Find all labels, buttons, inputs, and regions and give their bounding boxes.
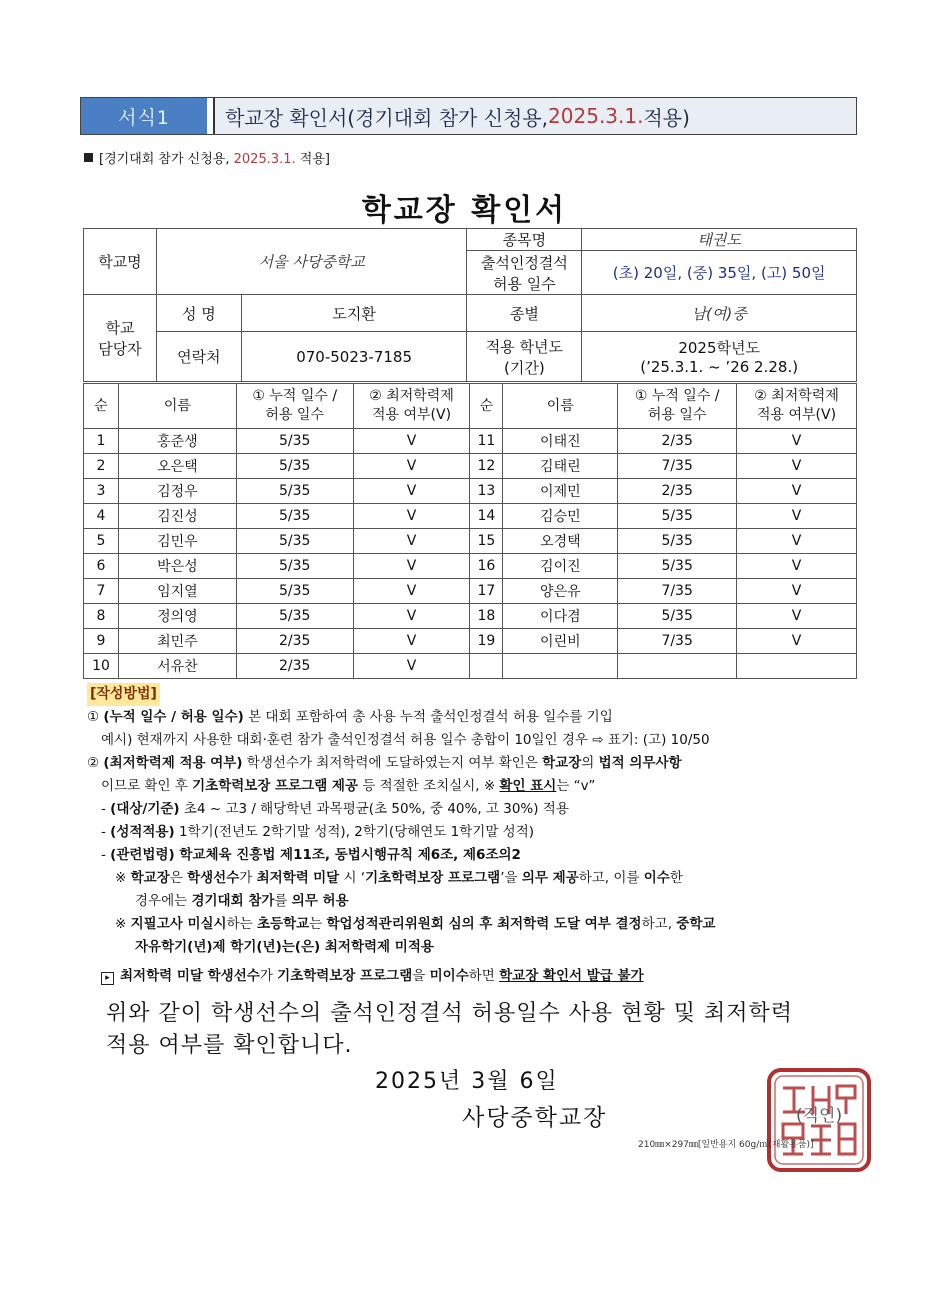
row-days: 5/35 bbox=[236, 429, 353, 454]
roster-table bbox=[83, 383, 857, 679]
col-name: 이름 bbox=[503, 384, 618, 429]
row-days: 5/35 bbox=[236, 479, 353, 504]
school-label: 학교명 bbox=[84, 229, 157, 295]
table-row bbox=[84, 479, 857, 504]
name-label: 성 명 bbox=[156, 295, 241, 332]
row-name: 정의영 bbox=[118, 604, 236, 629]
row-no: 2 bbox=[84, 454, 119, 479]
col-no: 순 bbox=[84, 384, 119, 429]
row-check: V bbox=[737, 454, 857, 479]
row-check: V bbox=[737, 429, 857, 454]
row-no: 17 bbox=[470, 579, 503, 604]
row-name: 이태진 bbox=[503, 429, 618, 454]
row-name: 오경택 bbox=[503, 529, 618, 554]
row-check: V bbox=[737, 554, 857, 579]
row-no: 11 bbox=[470, 429, 503, 454]
paper-spec: 210㎜×297㎜[일반용지 60g/㎡(재활용품)] bbox=[638, 1140, 814, 1150]
table-row bbox=[84, 529, 857, 554]
contact-value: 070-5023-7185 bbox=[241, 332, 467, 382]
row-days: 2/35 bbox=[236, 629, 353, 654]
row-days: 5/35 bbox=[236, 554, 353, 579]
row-check: V bbox=[737, 479, 857, 504]
row-name: 김진성 bbox=[118, 504, 236, 529]
row-days: 5/35 bbox=[236, 579, 353, 604]
row-name: 이린비 bbox=[503, 629, 618, 654]
subheader: [경기대회 참가 신청용, 2025.3.1. 적용] bbox=[84, 148, 330, 167]
absence-label: 출석인정결석 허용 일수 bbox=[467, 251, 582, 295]
row-days: 5/35 bbox=[236, 604, 353, 629]
row-check: V bbox=[353, 504, 470, 529]
signer: 사당중학교장 bbox=[462, 1105, 608, 1131]
row-name: 김승민 bbox=[503, 504, 618, 529]
col-min: ② 최저학력제 적용 여부(V) bbox=[737, 384, 857, 429]
row-check: V bbox=[353, 604, 470, 629]
row-name: 김이진 bbox=[503, 554, 618, 579]
row-days: 5/35 bbox=[236, 504, 353, 529]
col-days: ① 누적 일수 / 허용 일수 bbox=[618, 384, 737, 429]
contact-label: 연락처 bbox=[156, 332, 241, 382]
row-no: 19 bbox=[470, 629, 503, 654]
table-row bbox=[84, 554, 857, 579]
table-row bbox=[84, 654, 857, 679]
row-no: 6 bbox=[84, 554, 119, 579]
row-no: 9 bbox=[84, 629, 119, 654]
col-name: 이름 bbox=[118, 384, 236, 429]
row-days bbox=[618, 654, 737, 679]
school-value: 서울 사당중학교 bbox=[156, 229, 467, 295]
row-check: V bbox=[353, 579, 470, 604]
row-no: 5 bbox=[84, 529, 119, 554]
row-name: 이제민 bbox=[503, 479, 618, 504]
row-no: 16 bbox=[470, 554, 503, 579]
row-days: 5/35 bbox=[618, 504, 737, 529]
row-days: 5/35 bbox=[618, 554, 737, 579]
row-name: 김정우 bbox=[118, 479, 236, 504]
instructions: [작성방법] ① (누적 일수 / 허용 일수) 본 대회 포함하여 총 사용 누적 출석인정결석 허용 일수를 기입 예시) 현재까지 사용한 대회·훈련 참가 출석인정결석 허용 일수 총합이 10일인 경우 ⇨ 표기: (고) 10/50 ② (최저학력제 적용 여부) 학생선수가 최저학력에 도달하였는지 여부 확인은 학교장의 법적 의무사항 이므로 확인 후 기초학력보장 프로그램 제공 등 적절한 조치실시, ※ 확인 표시는 “v” - (대상/기준) 초4 ~ 고3 / 해당학년 과목평균(초 50%, 중 40%, 고 30%) 적용 - (성적적용) 1학기(전년도 2학기말 성적), 2학기(당해연도 1학기말 성적) - (관련법령) 학교체육 진흥법 제11조, 동법시행규칙 제6조, 제6조의2 ※ 학교장은 학생선수가 최저학력 미달 시 ‘기초학력보장 프로그램’을 의무 제공하고, 이를 이수한 경우에는 경기대회 참가를 의무 허용 ※ 지필고사 미실시하는 초등학교는 학업성적관리위원회 심의 후 최저학력 도달 여부 결정하고, 중학교 자유학기(년)제 학기(년)는(은) 최저학력제 미적용 ▸ 최저학력 미달 학생선수가 기초학력보장 프로그램을 미이수하면 학교장 확인서 발급 불가 bbox=[87, 683, 877, 988]
row-name bbox=[503, 654, 618, 679]
row-check: V bbox=[353, 554, 470, 579]
row-no: 3 bbox=[84, 479, 119, 504]
row-name: 홍준생 bbox=[118, 429, 236, 454]
row-days: 5/35 bbox=[236, 454, 353, 479]
instructions-heading: [작성방법] bbox=[87, 683, 160, 706]
year-label: 적용 학년도 (기간) bbox=[467, 332, 582, 382]
category-label: 종별 bbox=[467, 295, 582, 332]
issue-date: 2025년 3월 6일 bbox=[375, 1069, 559, 1094]
row-check: V bbox=[353, 654, 470, 679]
row-days: 5/35 bbox=[618, 529, 737, 554]
row-check: V bbox=[353, 479, 470, 504]
table-row bbox=[84, 454, 857, 479]
year-value: 2025학년도 (’25.3.1. ~ ’26 2.28.) bbox=[582, 332, 857, 382]
sport-value: 태권도 bbox=[582, 229, 857, 251]
row-no: 1 bbox=[84, 429, 119, 454]
row-no: 10 bbox=[84, 654, 119, 679]
table-row bbox=[84, 579, 857, 604]
row-check: V bbox=[737, 504, 857, 529]
row-check: V bbox=[353, 454, 470, 479]
row-name: 양은유 bbox=[503, 579, 618, 604]
row-check: V bbox=[353, 429, 470, 454]
row-name: 김태린 bbox=[503, 454, 618, 479]
row-check: V bbox=[353, 629, 470, 654]
col-days: ① 누적 일수 / 허용 일수 bbox=[236, 384, 353, 429]
table-row bbox=[84, 604, 857, 629]
form-tag: 서식1 bbox=[81, 98, 207, 134]
row-days: 2/35 bbox=[236, 654, 353, 679]
row-no: 15 bbox=[470, 529, 503, 554]
seal-label: (직인) bbox=[796, 1106, 843, 1126]
row-check: V bbox=[737, 579, 857, 604]
row-check: V bbox=[737, 629, 857, 654]
row-days: 7/35 bbox=[618, 454, 737, 479]
confirmation-text: 위와 같이 학생선수의 출석인정결석 허용일수 사용 현황 및 최저학력 적용 여부를 확인합니다. bbox=[106, 1001, 794, 1058]
table-row bbox=[84, 629, 857, 654]
row-days: 5/35 bbox=[236, 529, 353, 554]
row-no: 18 bbox=[470, 604, 503, 629]
row-name: 박은성 bbox=[118, 554, 236, 579]
category-value: 남(여)중 bbox=[582, 295, 857, 332]
name-value: 도지환 bbox=[241, 295, 467, 332]
col-min: ② 최저학력제 적용 여부(V) bbox=[353, 384, 470, 429]
row-check: V bbox=[737, 604, 857, 629]
row-days: 2/35 bbox=[618, 479, 737, 504]
row-days: 7/35 bbox=[618, 629, 737, 654]
info-table bbox=[83, 228, 857, 382]
table-row bbox=[84, 429, 857, 454]
absence-value: (초) 20일, (중) 35일, (고) 50일 bbox=[582, 251, 857, 295]
row-no: 7 bbox=[84, 579, 119, 604]
row-name: 임지열 bbox=[118, 579, 236, 604]
row-name: 최민주 bbox=[118, 629, 236, 654]
table-row bbox=[84, 504, 857, 529]
form-header-title: 학교장 확인서(경기대회 참가 신청용, 2025.3.1. 적용) bbox=[213, 98, 856, 134]
row-name: 오은택 bbox=[118, 454, 236, 479]
row-no: 13 bbox=[470, 479, 503, 504]
row-no: 12 bbox=[470, 454, 503, 479]
row-no: 4 bbox=[84, 504, 119, 529]
row-no bbox=[470, 654, 503, 679]
page-title: 학교장 확인서 bbox=[361, 193, 568, 228]
col-no: 순 bbox=[470, 384, 503, 429]
arrow-box-icon: ▸ bbox=[101, 972, 114, 985]
row-name: 서유찬 bbox=[118, 654, 236, 679]
row-name: 이다겸 bbox=[503, 604, 618, 629]
row-name: 김민우 bbox=[118, 529, 236, 554]
row-check: V bbox=[737, 529, 857, 554]
row-no: 8 bbox=[84, 604, 119, 629]
sport-label: 종목명 bbox=[467, 229, 582, 251]
row-check bbox=[737, 654, 857, 679]
row-no: 14 bbox=[470, 504, 503, 529]
row-days: 2/35 bbox=[618, 429, 737, 454]
form-header bbox=[80, 97, 857, 135]
row-check: V bbox=[353, 529, 470, 554]
row-days: 5/35 bbox=[618, 604, 737, 629]
manager-label: 학교 담당자 bbox=[84, 295, 157, 382]
row-days: 7/35 bbox=[618, 579, 737, 604]
